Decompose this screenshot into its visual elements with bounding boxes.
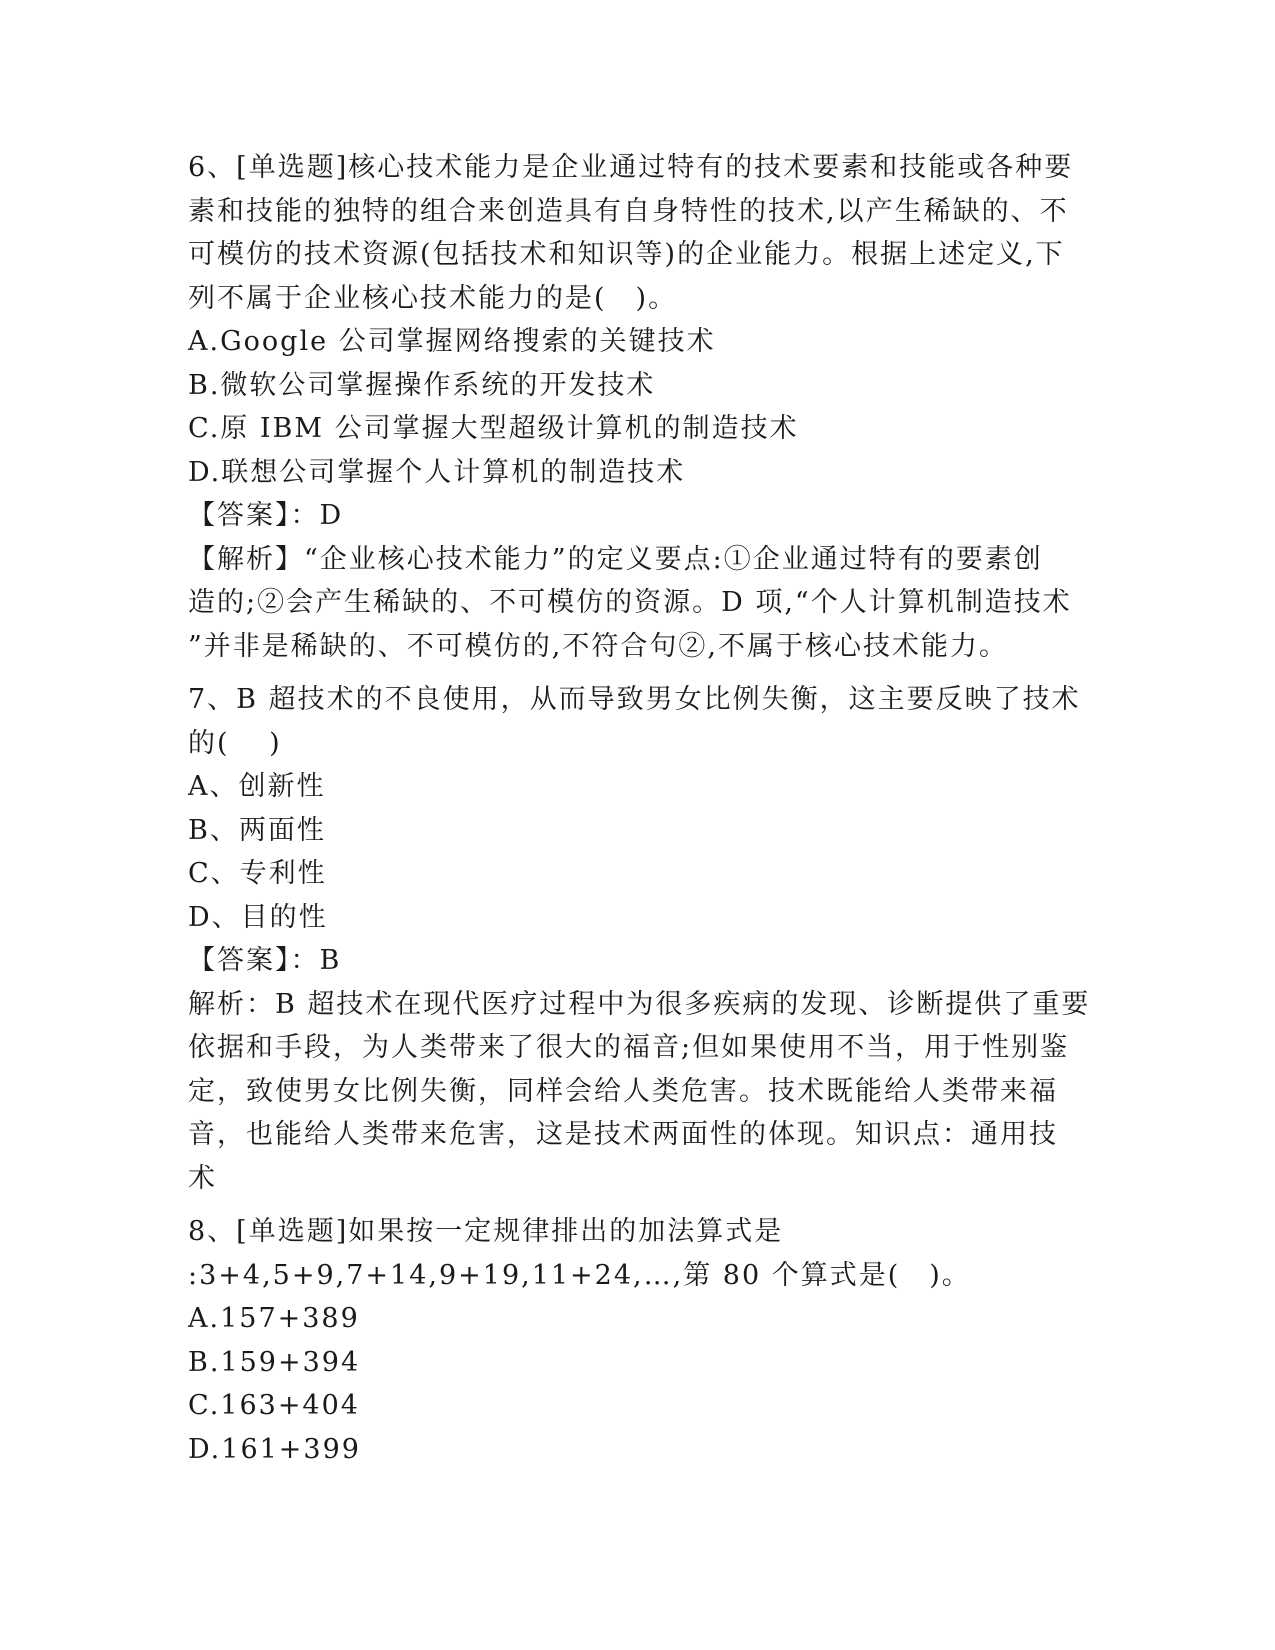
question-stem-line: 的( ) (188, 727, 282, 759)
analysis-line: 音，也能给人类带来危害，这是技术两面性的体现。知识点：通用技 (188, 1119, 1058, 1150)
answer: 【答案】：B (188, 945, 342, 976)
question-stem-line: 7、B 超技术的不良使用，从而导致男女比例失衡，这主要反映了技术 (188, 684, 1081, 715)
question-8 (188, 1210, 1088, 1471)
question-7 (188, 678, 1091, 1200)
option-a: A、创新性 (188, 771, 326, 802)
question-stem-line: 素和技能的独特的组合来创造具有自身特性的技术,以产生稀缺的、不 (188, 195, 1069, 227)
option-c: C、专利性 (188, 858, 327, 889)
option-d: D、目的性 (188, 901, 328, 933)
option-b: B.159+394 (188, 1346, 361, 1378)
analysis-line: 【解析】“企业核心技术能力”的定义要点:①企业通过特有的要素创 (188, 543, 1043, 575)
analysis-line: ”并非是稀缺的、不可模仿的,不符合句②,不属于核心技术能力。 (188, 630, 1008, 662)
document-content (188, 146, 1091, 1471)
option-b: B、两面性 (188, 814, 326, 846)
option-c: C.163+404 (188, 1390, 360, 1421)
question-spacer (188, 668, 1088, 678)
option-c: C.原 IBM 公司掌握大型超级计算机的制造技术 (188, 413, 799, 444)
analysis-line: 术 (188, 1162, 217, 1194)
question-stem-line: 6、[单选题]核心技术能力是企业通过特有的技术要素和技能或各种要 (188, 152, 1074, 183)
analysis-line: 造的;②会产生稀缺的、不可模仿的资源。D 项,“个人计算机制造技术 (188, 587, 1072, 618)
question-6 (188, 146, 1088, 668)
analysis-line: 解析：B 超技术在现代医疗过程中为很多疾病的发现、诊断提供了重要 (188, 988, 1091, 1020)
option-d: D.161+399 (188, 1433, 361, 1465)
question-stem-line: 列不属于企业核心技术能力的是( )。 (188, 282, 678, 314)
question-spacer (188, 1200, 1088, 1210)
option-a: A.Google 公司掌握网络搜索的关键技术 (188, 326, 716, 357)
question-stem-line: 8、[单选题]如果按一定规律排出的加法算式是 (188, 1216, 784, 1247)
question-stem-line: 可模仿的技术资源(包括技术和知识等)的企业能力。根据上述定义,下 (188, 239, 1065, 270)
option-d: D.联想公司掌握个人计算机的制造技术 (188, 456, 686, 488)
answer: 【答案】：D (188, 500, 344, 531)
option-a: A.157+389 (188, 1303, 360, 1334)
analysis-line: 定，致使男女比例失衡，同样会给人类危害。技术既能给人类带来福 (188, 1075, 1058, 1107)
question-stem-line: :3+4,5+9,7+14,9+19,11+24,…,第 80 个算式是( )。 (188, 1259, 971, 1291)
option-b: B.微软公司掌握操作系统的开发技术 (188, 369, 656, 401)
analysis-line: 依据和手段，为人类带来了很大的福音;但如果使用不当，用于性别鉴 (188, 1032, 1070, 1063)
